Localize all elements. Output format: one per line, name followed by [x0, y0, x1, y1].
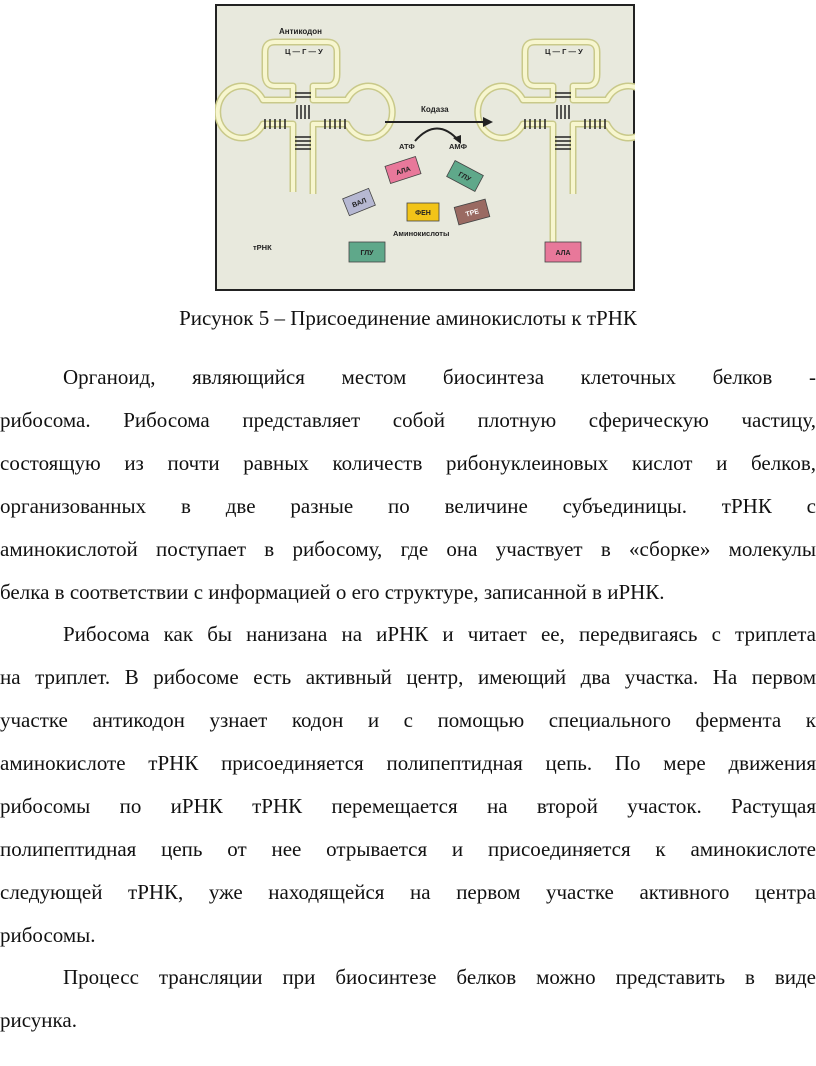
atp-label: АТФ: [399, 142, 415, 151]
codon-right-label: Ц — Г — У: [545, 47, 583, 56]
paragraph-1-line: организованных в две разные по величине субъединицы. тРНК с: [0, 494, 816, 518]
amino-box-ala-attached: [545, 242, 581, 262]
amino-box-tre-label: ТРЕ: [464, 208, 480, 219]
amino-acids-label: Аминокислоты: [393, 229, 450, 238]
amino-box-glu-2: [349, 242, 385, 262]
amp-label: АМФ: [449, 142, 468, 151]
trna-label: тРНК: [253, 243, 272, 252]
paragraph-2: [0, 613, 816, 957]
enzyme-label: Кодаза: [421, 105, 449, 114]
amino-box-fen-label: ФЕН: [415, 210, 431, 217]
amino-box-glu-1-label: ГЛУ: [456, 171, 472, 184]
paragraph-1-line: белка в соответствии с информацией о его структуре, записанной в иРНК.: [0, 580, 665, 604]
paragraph-1-line: аминокислотой поступает в рибосому, где она участвует в «сборке» молекулы: [0, 537, 816, 561]
paragraph-1: [0, 356, 816, 614]
paragraph-1-line: состоящую из почти равных количеств рибонуклеиновых кислот и белков,: [0, 451, 816, 475]
paragraph-2-line: аминокислоте тРНК присоединяется полипептидная цепь. По мере движения: [0, 751, 816, 775]
amino-box-ala-attached-label: АЛА: [555, 250, 571, 257]
paragraph-2-line: рибосомы.: [0, 923, 96, 947]
paragraph-3-line: рисунка.: [0, 1008, 77, 1032]
paragraph-3-line: Процесс трансляции при биосинтезе белков можно представить в виде: [63, 965, 816, 989]
paragraph-2-line: на триплет. В рибосоме есть активный центр, имеющий два участка. На первом: [0, 665, 816, 689]
paragraph-2-line: следующей тРНК, уже находящейся на первом участке активного центра: [0, 880, 816, 904]
paragraph-3: [0, 956, 816, 1042]
amino-box-val-label: ВАЛ: [351, 197, 368, 210]
paragraph-2-line: рибосомы по иРНК тРНК перемещается на второй участок. Растущая: [0, 794, 816, 818]
paragraph-2-line: Рибосома как бы нанизана на иРНК и читает ее, передвигаясь с триплета: [63, 622, 816, 646]
paragraph-1-line: Органоид, являющийся местом биосинтеза клеточных белков -: [63, 365, 816, 389]
amino-box-fen: [407, 203, 439, 221]
codon-left-label: Ц — Г — У: [285, 47, 323, 56]
trna-figure: [215, 4, 635, 291]
paragraph-2-line: участке антикодон узнает кодон и с помощью специального фермента к: [0, 708, 816, 732]
paragraph-1-line: рибосома. Рибосома представляет собой плотную сферическую частицу,: [0, 408, 816, 432]
amino-box-glu-2-label: ГЛУ: [360, 250, 374, 257]
amino-box-ala-label: АЛА: [395, 165, 412, 178]
anticodon-label: Антикодон: [279, 27, 322, 36]
figure-caption: Рисунок 5 – Присоединение аминокислоты к тРНК: [179, 306, 637, 330]
paragraph-2-line: полипептидная цепь от нее отрывается и присоединяется к аминокислоте: [0, 837, 816, 861]
